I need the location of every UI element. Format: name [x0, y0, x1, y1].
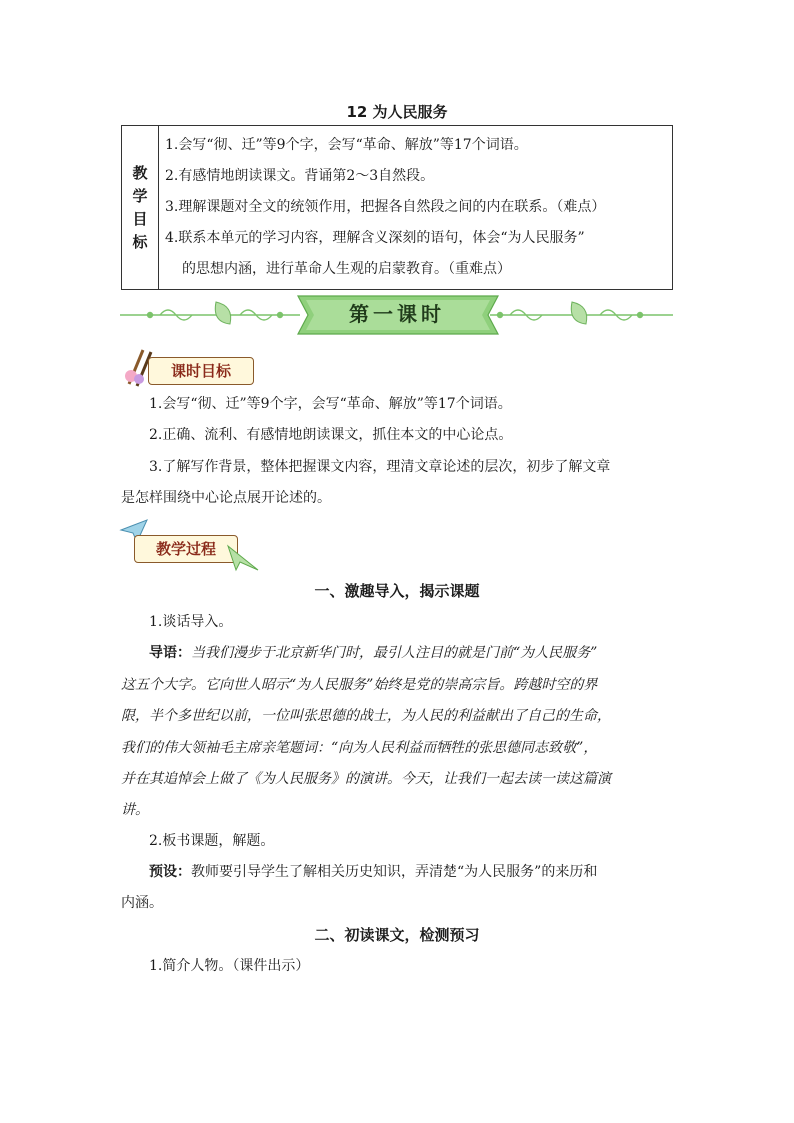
section-heading: 一、激趣导入，揭示课题	[314, 582, 480, 600]
step-line: 1.简介人物。（课件出示）	[149, 958, 310, 974]
intro-paragraph-line: 这五个大字。它向世人昭示“为人民服务”始终是党的崇高宗旨。跨越时空的界	[121, 677, 598, 693]
goal-item: 3.理解课题对全文的统领作用，把握各自然段之间的内在联系。（难点）	[165, 199, 606, 215]
teaching-goals-table	[121, 125, 673, 290]
intro-paragraph-line: 并在其追悼会上做了《为人民服务》的演讲。今天，让我们一起去读一读这篇演	[121, 771, 611, 787]
objective-line: 1.会写“彻、迁”等9个字，会写“革命、解放”等17个词语。	[149, 396, 512, 412]
leaf-icon	[215, 302, 230, 324]
goals-header-char: 标	[132, 232, 148, 251]
goals-body-cell	[159, 126, 673, 290]
paper-plane-icon	[226, 542, 260, 572]
intro-text: 当我们漫步于北京新华门时，最引人注目的就是门前“为人民服务”	[191, 645, 598, 661]
intro-lead-label: 导语：	[149, 645, 191, 661]
goal-item: 4.联系本单元的学习内容，理解含义深刻的语句，体会“为人民服务”	[165, 230, 585, 246]
preset-paragraph-line	[121, 857, 673, 888]
objective-line: 2.正确、流利、有感情地朗读课文，抓住本文的中心论点。	[149, 427, 513, 443]
preset-text: 教师要引导学生了解相关历史知识，弄清楚“为人民服务”的来历和	[191, 864, 598, 880]
goals-header-cell	[122, 126, 159, 290]
section-tag-process: 教学过程	[134, 535, 238, 563]
intro-paragraph-line	[121, 638, 673, 669]
goal-item: 1.会写“彻、迁”等9个字，会写“革命、解放”等17个词语。	[165, 137, 528, 153]
section-heading: 二、初读课文，检测预习	[314, 926, 480, 944]
preset-lead-label: 预设：	[149, 864, 191, 880]
section-tag-objectives: 课时目标	[148, 357, 254, 385]
leaf-icon	[571, 302, 586, 324]
preset-paragraph-line: 内涵。	[121, 895, 163, 911]
goal-item: 2.有感情地朗读课文。背诵第2～3自然段。	[165, 168, 435, 184]
goals-header-char: 教	[132, 163, 148, 182]
lesson-period-label: 第一课时	[349, 302, 445, 326]
objective-line-continued: 是怎样围绕中心论点展开论述的。	[121, 490, 331, 506]
intro-paragraph-line: 限，半个多世纪以前，一位叫张思德的战士，为人民的利益献出了自己的生命，	[121, 708, 611, 724]
intro-paragraph-line: 我们的伟大领袖毛主席亲笔题词：“向为人民利益而牺牲的张思德同志致敬”，	[121, 740, 598, 756]
goal-item-continued: 的思想内涵，进行革命人生观的启蒙教育。（重难点）	[182, 261, 511, 277]
objective-line: 3.了解写作背景，整体把握课文内容，理清文章论述的层次，初步了解文章	[149, 459, 611, 475]
lesson-title: 12 为人民服务	[346, 103, 448, 121]
intro-paragraph-line: 讲。	[121, 802, 149, 818]
goals-header-char: 学	[132, 186, 148, 205]
goals-header-char: 目	[132, 209, 148, 228]
step-line: 1.谈话导入。	[149, 614, 233, 630]
step-line: 2.板书课题，解题。	[149, 833, 275, 849]
